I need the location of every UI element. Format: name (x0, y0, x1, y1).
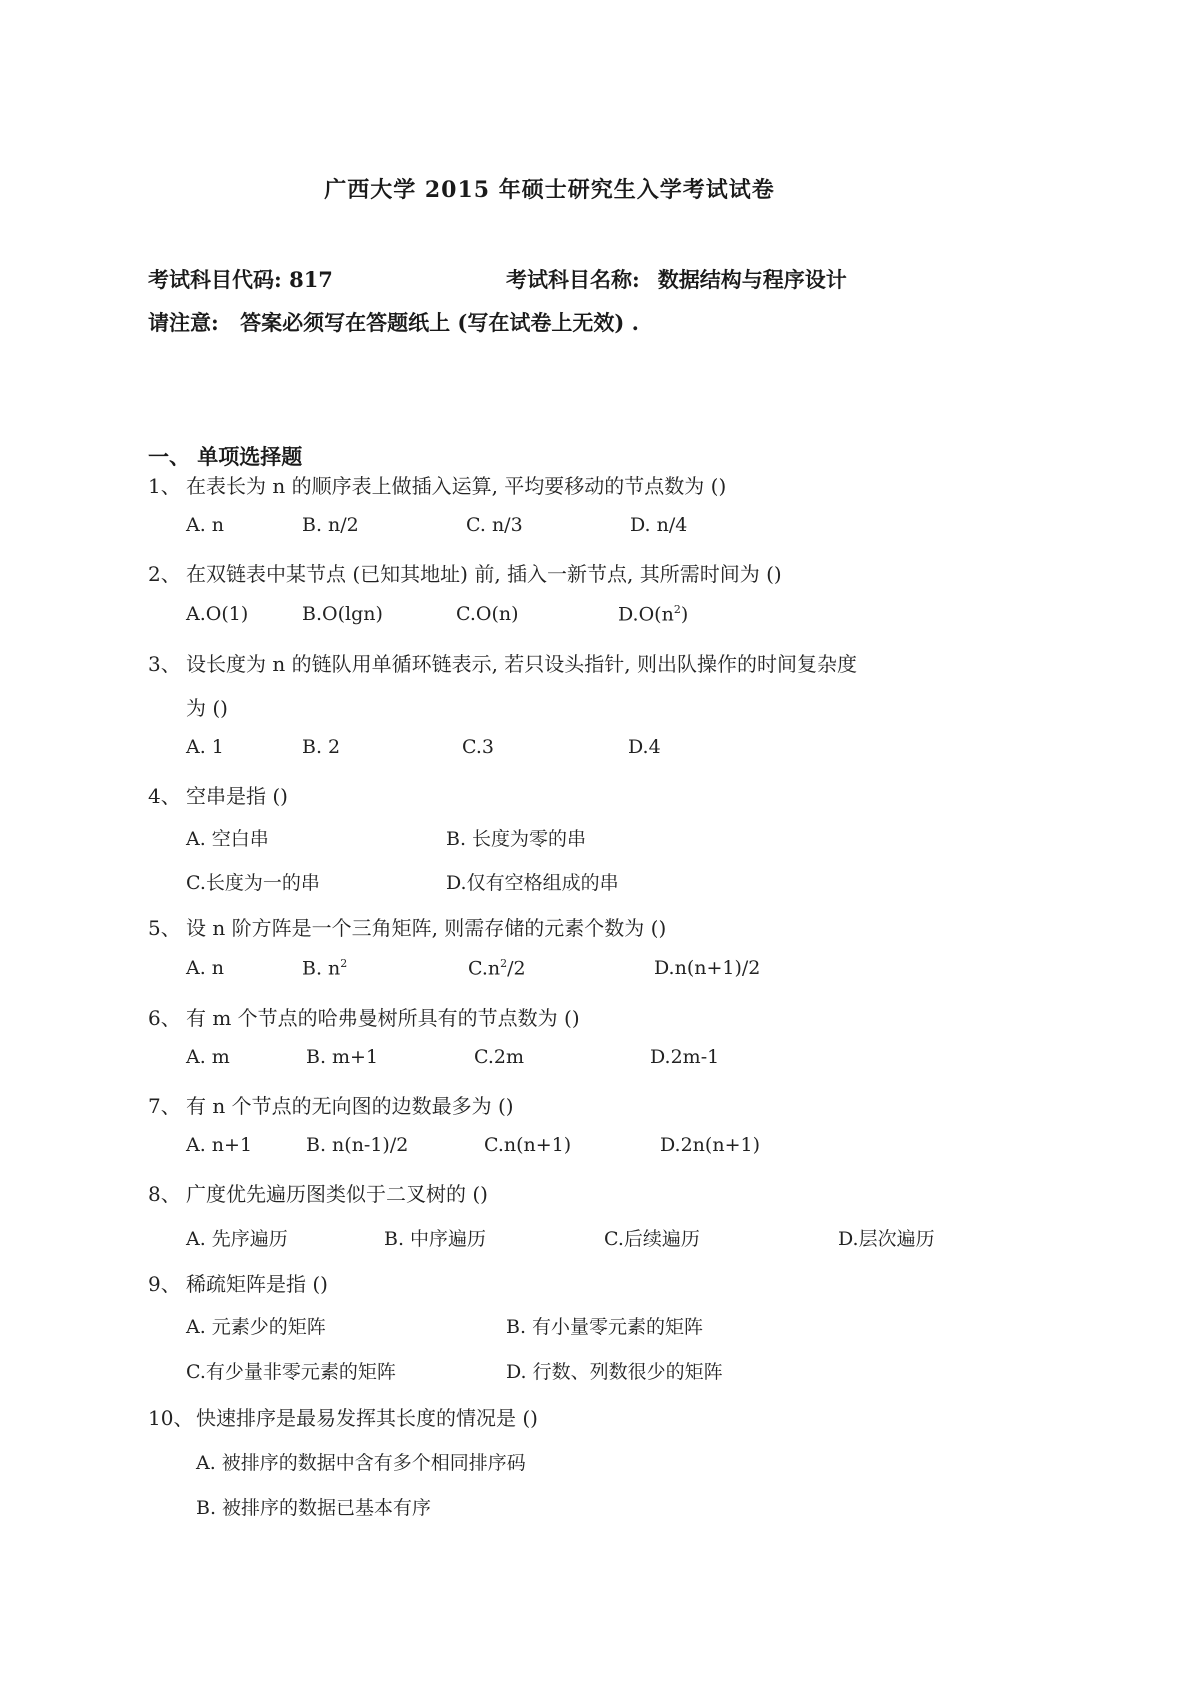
option-d: D.仅有空格组成的串 (446, 872, 619, 894)
option-a: A. m (186, 1046, 230, 1068)
question-4 (148, 780, 288, 809)
exam-code: 817 (289, 267, 333, 292)
option-b: B. 中序遍历 (384, 1228, 487, 1250)
notice-row (148, 307, 639, 337)
question-text: 设长度为 n 的链队用单循环链表示, 若只设头指针, 则出队操作的时间复杂度 (186, 652, 858, 676)
question-text: 空串是指 () (186, 784, 288, 808)
option-a: A. 被排序的数据中含有多个相同排序码 (196, 1452, 526, 1474)
option-d (618, 603, 688, 625)
option-a: A. n (186, 514, 225, 536)
option-b: B. n(n-1)/2 (306, 1134, 409, 1156)
option-b-text: B. n (302, 957, 341, 980)
option-a: A. 空白串 (186, 828, 269, 850)
superscript: 2 (340, 957, 348, 970)
exam-name-label: 考试科目名称: (506, 267, 640, 292)
option-c: C.3 (462, 736, 494, 758)
question-number: 3、 (148, 652, 181, 676)
question-9 (148, 1268, 328, 1297)
option-a: A.O(1) (186, 603, 249, 625)
question-text: 有 n 个节点的无向图的边数最多为 () (186, 1094, 514, 1118)
option-b (302, 957, 347, 979)
option-c: C.n(n+1) (484, 1134, 572, 1156)
question-7 (148, 1090, 514, 1119)
question-number: 8、 (148, 1182, 181, 1206)
question-2 (148, 558, 782, 587)
question-text: 设 n 阶方阵是一个三角矩阵, 则需存储的元素个数为 () (186, 916, 667, 940)
option-b: B. 长度为零的串 (446, 828, 587, 850)
superscript: 2 (673, 603, 681, 616)
exam-code-label: 考试科目代码: (148, 267, 282, 292)
option-c: C.长度为一的串 (186, 872, 320, 894)
question-number: 1、 (148, 474, 181, 498)
option-d-text: D.O(n (618, 603, 674, 626)
question-number: 4、 (148, 784, 181, 808)
option-b: B. n/2 (302, 514, 359, 536)
option-d-close: ) (680, 603, 689, 626)
question-number: 7、 (148, 1094, 181, 1118)
option-d: D.n(n+1)/2 (654, 957, 761, 979)
option-c: C.2m (474, 1046, 525, 1068)
question-text: 在双链表中某节点 (已知其地址) 前, 插入一新节点, 其所需时间为 () (186, 562, 782, 586)
option-a: A. 先序遍历 (186, 1228, 288, 1250)
question-number: 10、 (148, 1406, 194, 1430)
option-a: A. n (186, 957, 225, 979)
option-d: D.2m-1 (650, 1046, 720, 1068)
exam-code-row (148, 264, 847, 294)
notice-label: 请注意: (148, 310, 219, 335)
option-d: D.2n(n+1) (660, 1134, 760, 1156)
option-d: D.层次遍历 (838, 1228, 935, 1250)
option-c-text: C.n (468, 957, 501, 980)
exam-name: 数据结构与程序设计 (657, 267, 847, 292)
option-d: D.4 (628, 736, 661, 758)
question-8 (148, 1178, 488, 1207)
option-b: B. 被排序的数据已基本有序 (196, 1497, 432, 1519)
question-number: 9、 (148, 1272, 181, 1296)
superscript: 2 (500, 957, 508, 970)
option-c: C. n/3 (466, 514, 523, 536)
question-6 (148, 1002, 580, 1031)
option-b: B. m+1 (306, 1046, 379, 1068)
question-number: 6、 (148, 1006, 181, 1030)
option-b: B.O(lgn) (302, 603, 383, 625)
question-text: 有 m 个节点的哈弗曼树所具有的节点数为 () (186, 1006, 580, 1030)
question-5 (148, 912, 666, 941)
option-a: A. 1 (186, 736, 224, 758)
page-title: 广西大学 2015 年硕士研究生入学考试试卷 (324, 177, 775, 203)
option-d: D. n/4 (630, 514, 688, 536)
option-a: A. n+1 (186, 1134, 253, 1156)
exam-name-block (506, 264, 847, 294)
question-number: 5、 (148, 916, 181, 940)
question-text: 广度优先遍历图类似于二叉树的 () (186, 1182, 488, 1206)
option-c: C.O(n) (456, 603, 519, 625)
question-1 (148, 470, 726, 499)
question-number: 2、 (148, 562, 181, 586)
question-text: 稀疏矩阵是指 () (186, 1272, 328, 1296)
option-b: B. 有小量零元素的矩阵 (506, 1316, 704, 1338)
question-10 (148, 1402, 538, 1431)
option-c: C.后续遍历 (604, 1228, 700, 1250)
section-title: 一、 单项选择题 (148, 444, 303, 469)
option-c: C.有少量非零元素的矩阵 (186, 1361, 396, 1383)
notice-text: 答案必须写在答题纸上 (写在试卷上无效) . (240, 310, 639, 335)
option-d: D. 行数、列数很少的矩阵 (506, 1361, 723, 1383)
option-c-tail: /2 (507, 957, 526, 980)
question-3 (148, 648, 857, 677)
option-a: A. 元素少的矩阵 (186, 1316, 326, 1338)
question-text: 在表长为 n 的顺序表上做插入运算, 平均要移动的节点数为 () (186, 474, 727, 498)
question-text: 快速排序是最易发挥其长度的情况是 () (196, 1406, 538, 1430)
option-c (468, 957, 526, 979)
option-b: B. 2 (302, 736, 341, 758)
question-3-continued: 为 () (186, 696, 228, 720)
